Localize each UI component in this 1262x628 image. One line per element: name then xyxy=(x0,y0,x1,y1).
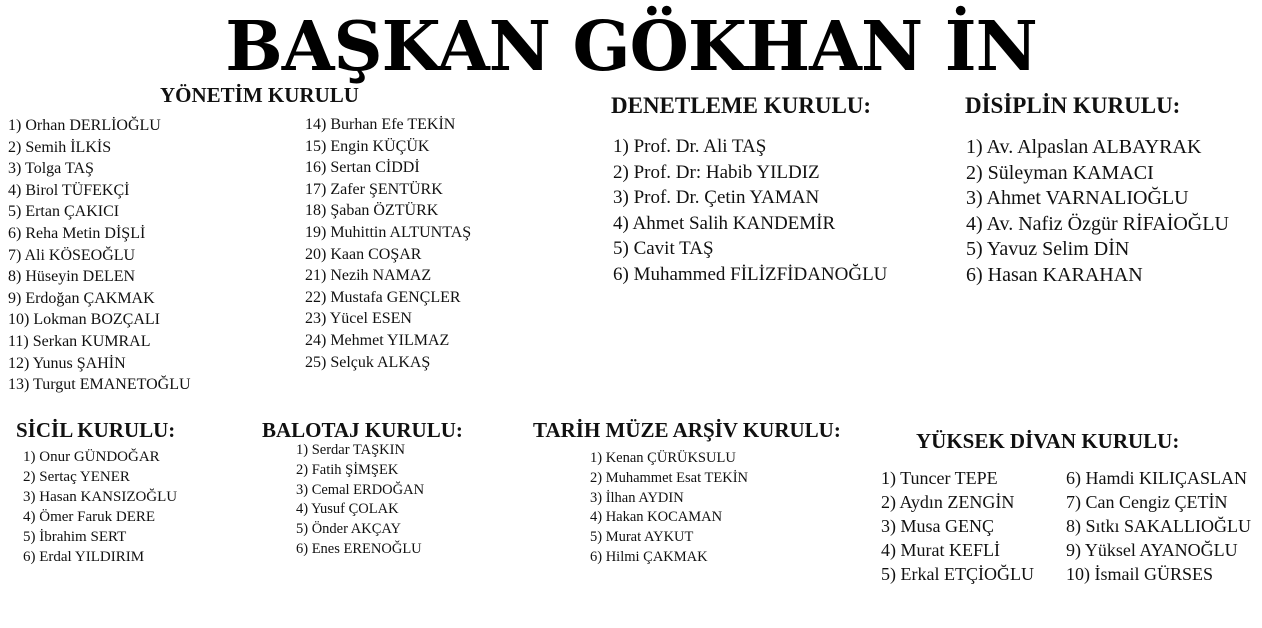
yonetim-heading: YÖNETİM KURULU xyxy=(160,83,359,107)
yuksek-list-2 xyxy=(1066,466,1251,586)
denetleme-item: 6) Muhammed FİLİZFİDANOĞLU xyxy=(613,263,888,285)
balotaj-heading: BALOTAJ KURULU: xyxy=(262,418,463,442)
yonetim-list-2 xyxy=(305,114,471,373)
denetleme-item: 3) Prof. Dr. Çetin YAMAN xyxy=(613,187,820,208)
yonetim-item: 4) Birol TÜFEKÇİ xyxy=(8,181,130,199)
yonetim-item: 25) Selçuk ALKAŞ xyxy=(305,353,431,371)
yonetim-list-1 xyxy=(8,115,191,396)
yonetim-item: 9) Erdoğan ÇAKMAK xyxy=(8,289,155,307)
denetleme-item: 2) Prof. Dr: Habib YILDIZ xyxy=(613,161,820,183)
denetleme-item: 1) Prof. Dr. Ali TAŞ xyxy=(613,136,767,157)
page-title: BAŞKAN GÖKHAN İN xyxy=(225,7,1037,87)
tarih-item: 1) Kenan ÇÜRÜKSULU xyxy=(590,450,736,466)
disiplin-item: 1) Av. Alpaslan ALBAYRAK xyxy=(966,136,1202,158)
yuksek-item: 5) Erkal ETÇİOĞLU xyxy=(881,564,1034,584)
yuksek-item: 10) İsmail GÜRSES xyxy=(1066,564,1214,584)
yuksek-item: 3) Musa GENÇ xyxy=(881,516,994,536)
yuksek-item: 2) Aydın ZENGİN xyxy=(881,492,1015,512)
yonetim-item: 17) Zafer ŞENTÜRK xyxy=(305,180,443,198)
yuksek-item: 6) Hamdi KILIÇASLAN xyxy=(1066,468,1247,488)
tarih-item: 5) Murat AYKUT xyxy=(590,529,694,546)
disiplin-item: 2) Süleyman KAMACI xyxy=(966,161,1154,184)
yuksek-item: 8) Sıtkı SAKALLIOĞLU xyxy=(1066,516,1251,536)
disiplin-heading: DİSİPLİN KURULU: xyxy=(965,93,1181,118)
sicil-heading: SİCİL KURULU: xyxy=(16,418,176,442)
yonetim-item: 14) Burhan Efe TEKİN xyxy=(305,116,456,133)
yonetim-item: 12) Yunus ŞAHİN xyxy=(8,354,126,372)
sicil-item: 5) İbrahim SERT xyxy=(23,529,127,545)
yuksek-item: 1) Tuncer TEPE xyxy=(881,468,998,488)
disiplin-item: 4) Av. Nafiz Özgür RİFAİOĞLU xyxy=(966,212,1229,235)
yonetim-item: 22) Mustafa GENÇLER xyxy=(305,288,461,306)
balotaj-item: 4) Yusuf ÇOLAK xyxy=(296,501,399,518)
balotaj-item: 6) Enes ERENOĞLU xyxy=(296,540,422,557)
yonetim-item: 8) Hüseyin DELEN xyxy=(8,268,136,286)
balotaj-item: 1) Serdar TAŞKIN xyxy=(296,442,405,458)
yonetim-item: 19) Muhittin ALTUNTAŞ xyxy=(305,223,472,241)
sicil-item: 4) Ömer Faruk DERE xyxy=(23,509,156,525)
yonetim-item: 3) Tolga TAŞ xyxy=(8,160,94,178)
yonetim-item: 15) Engin KÜÇÜK xyxy=(305,137,430,155)
yonetim-item: 21) Nezih NAMAZ xyxy=(305,267,432,285)
sicil-item: 3) Hasan KANSIZOĞLU xyxy=(23,489,178,505)
yuksek-item: 4) Murat KEFLİ xyxy=(881,540,1000,560)
tarih-item: 4) Hakan KOCAMAN xyxy=(590,509,723,526)
yonetim-item: 10) Lokman BOZÇALI xyxy=(8,311,160,329)
yonetim-item: 6) Reha Metin DİŞLİ xyxy=(8,224,146,242)
tarih-heading: TARİH MÜZE ARŞİV KURULU: xyxy=(533,418,841,442)
balotaj-item: 5) Önder AKÇAY xyxy=(296,521,401,538)
tarih-item: 2) Muhammet Esat TEKİN xyxy=(590,469,748,486)
balotaj-list xyxy=(296,441,424,560)
denetleme-list xyxy=(613,134,887,287)
disiplin-list xyxy=(966,135,1229,289)
tarih-item: 6) Hilmi ÇAKMAK xyxy=(590,548,708,565)
disiplin-item: 6) Hasan KARAHAN xyxy=(966,263,1143,286)
disiplin-item: 5) Yavuz Selim DİN xyxy=(966,238,1130,261)
sicil-list xyxy=(23,447,177,567)
yonetim-item: 16) Sertan CİDDİ xyxy=(305,159,420,177)
yonetim-item: 13) Turgut EMANETOĞLU xyxy=(8,376,191,394)
yonetim-item: 24) Mehmet YILMAZ xyxy=(305,331,450,349)
denetleme-item: 4) Ahmet Salih KANDEMİR xyxy=(613,212,836,234)
yuksek-item: 9) Yüksel AYANOĞLU xyxy=(1066,540,1238,560)
tarih-list xyxy=(590,449,748,568)
denetleme-item: 5) Cavit TAŞ xyxy=(613,238,714,259)
balotaj-item: 3) Cemal ERDOĞAN xyxy=(296,481,425,498)
sicil-item: 6) Erdal YILDIRIM xyxy=(23,549,145,565)
yuksek-heading: YÜKSEK DİVAN KURULU: xyxy=(916,429,1180,453)
yuksek-item: 7) Can Cengiz ÇETİN xyxy=(1066,492,1228,512)
yonetim-item: 18) Şaban ÖZTÜRK xyxy=(305,202,439,220)
denetleme-heading: DENETLEME KURULU: xyxy=(611,93,872,118)
yonetim-item: 5) Ertan ÇAKICI xyxy=(8,203,120,221)
disiplin-item: 3) Ahmet VARNALIOĞLU xyxy=(966,187,1189,210)
yonetim-item: 20) Kaan COŞAR xyxy=(305,245,422,263)
yuksek-list-1 xyxy=(881,466,1034,586)
yonetim-item: 23) Yücel ESEN xyxy=(305,310,412,328)
yonetim-item: 2) Semih İLKİS xyxy=(8,138,112,156)
yonetim-item: 1) Orhan DERLİOĞLU xyxy=(8,117,161,134)
sicil-item: 1) Onur GÜNDOĞAR xyxy=(23,449,160,465)
balotaj-item: 2) Fatih ŞİMŞEK xyxy=(296,461,399,478)
tarih-item: 3) İlhan AYDIN xyxy=(590,489,684,506)
yonetim-item: 7) Ali KÖSEOĞLU xyxy=(8,246,136,264)
sicil-item: 2) Sertaç YENER xyxy=(23,469,130,485)
yonetim-item: 11) Serkan KUMRAL xyxy=(8,332,151,350)
